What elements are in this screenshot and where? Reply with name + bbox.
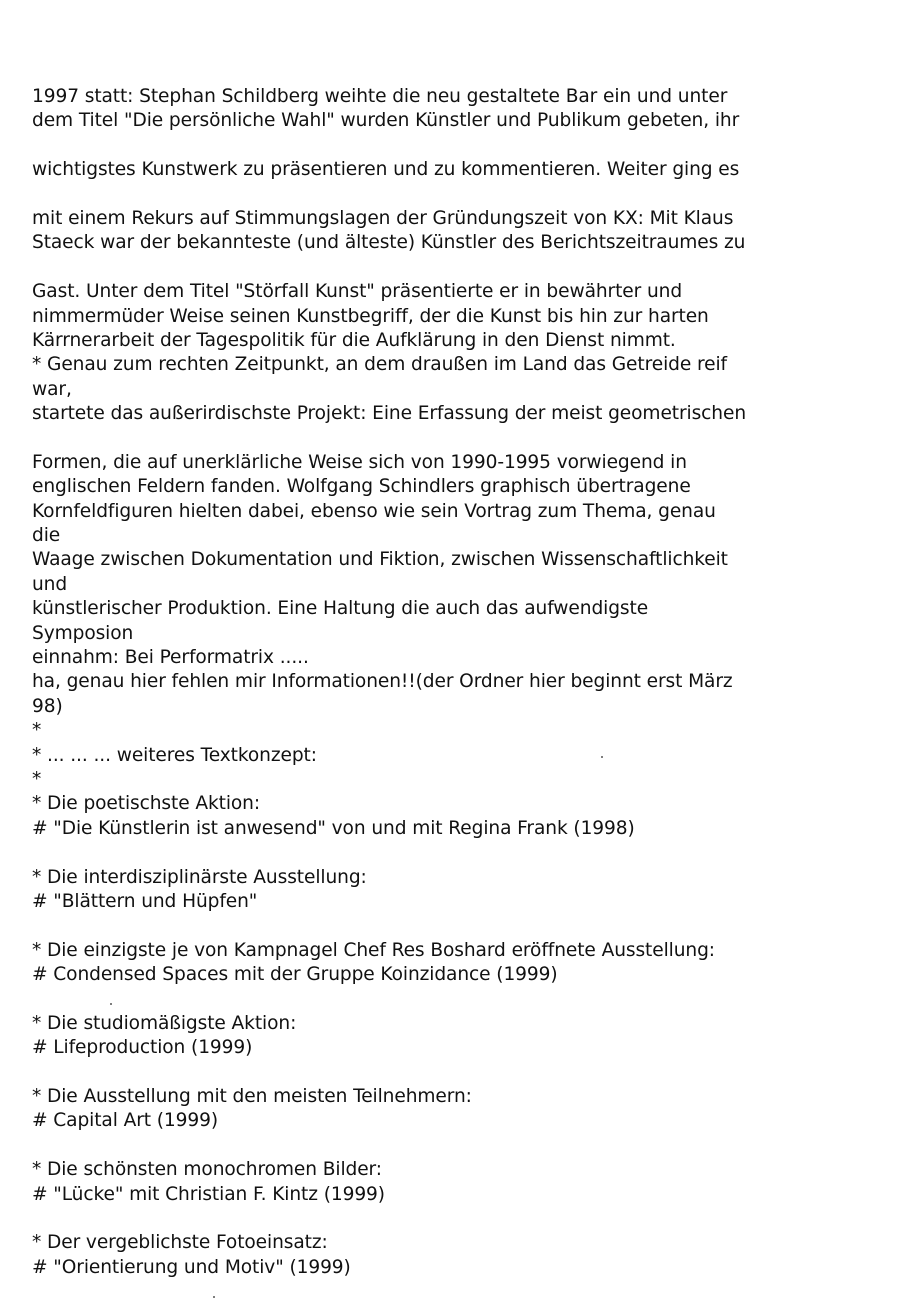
- blank-line: [32, 987, 872, 1011]
- text-line: * Die studiomäßigste Aktion:: [32, 1012, 297, 1034]
- text-line: einnahm: Bei Performatrix .....: [32, 646, 309, 668]
- text-line: und: [32, 573, 68, 595]
- text-line: 98): [32, 695, 63, 717]
- text-line: Symposion: [32, 622, 134, 644]
- blank-line: [32, 841, 872, 865]
- blank-line: [32, 1061, 872, 1085]
- text-line: * ... ... ... weiteres Textkonzept:: [32, 744, 317, 766]
- text-line: # Condensed Spaces mit der Gruppe Koinzidance (1999): [32, 964, 558, 986]
- blank-line: [32, 256, 872, 280]
- scan-speck: [110, 1003, 112, 1005]
- text-line: ha, genau hier fehlen mir Informationen!!(der Ordner hier beginnt erst März: [32, 671, 733, 693]
- text-line: # "Orientierung und Motiv" (1999): [32, 1256, 351, 1278]
- text-line: Gast. Unter dem Titel "Störfall Kunst" präsentierte er in bewährter und: [32, 281, 683, 303]
- blank-line: [32, 183, 872, 207]
- scan-speck: [213, 1296, 215, 1298]
- text-line: # "Blättern und Hüpfen": [32, 890, 258, 912]
- text-line: 1997 statt: Stephan Schildberg weihte die neu gestaltete Bar ein und unter: [32, 86, 728, 107]
- blank-line: [32, 914, 872, 938]
- text-line: # "Die Künstlerin ist anwesend" von und mit Regina Frank (1998): [32, 817, 635, 839]
- blank-line: [32, 1134, 872, 1158]
- text-line: * Die schönsten monochromen Bilder:: [32, 1159, 382, 1181]
- text-line: war,: [32, 378, 72, 400]
- text-line: *: [32, 720, 42, 742]
- text-line: Kärrnerarbeit der Tagespolitik für die Aufklärung in den Dienst nimmt.: [32, 329, 676, 351]
- text-line: *: [32, 768, 42, 790]
- text-line: # Lifeproduction (1999): [32, 1037, 253, 1059]
- text-line: nimmermüder Weise seinen Kunstbegriff, der die Kunst bis hin zur harten: [32, 305, 709, 327]
- text-line: wichtigstes Kunstwerk zu präsentieren und zu kommentieren. Weiter ging es: [32, 159, 740, 181]
- text-line: englischen Feldern fanden. Wolfgang Schindlers graphisch übertragene: [32, 476, 691, 498]
- text-line: * Die poetischste Aktion:: [32, 793, 261, 815]
- text-line: * Die einzigste je von Kampnagel Chef Res Boshard eröffnete Ausstellung:: [32, 939, 715, 961]
- document-body: [32, 85, 872, 1280]
- text-line: * Genau zum rechten Zeitpunkt, an dem draußen im Land das Getreide reif: [32, 354, 727, 376]
- text-line: # Capital Art (1999): [32, 1110, 218, 1132]
- text-line: dem Titel "Die persönliche Wahl" wurden Künstler und Publikum gebeten, ihr: [32, 110, 740, 132]
- blank-line: [32, 426, 872, 450]
- text-line: Formen, die auf unerklärliche Weise sich von 1990-1995 vorwiegend in: [32, 451, 687, 473]
- text-line: künstlerischer Produktion. Eine Haltung die auch das aufwendigste: [32, 598, 649, 620]
- text-line: mit einem Rekurs auf Stimmungslagen der Gründungszeit von KX: Mit Klaus: [32, 207, 734, 229]
- text-line: Staeck war der bekannteste (und älteste) Künstler des Berichtszeitraumes zu: [32, 232, 746, 254]
- text-line: * Die interdisziplinärste Ausstellung:: [32, 866, 367, 888]
- text-line: startete das außerirdischste Projekt: Eine Erfassung der meist geometrischen: [32, 403, 746, 425]
- text-line: die: [32, 525, 61, 547]
- blank-line: [32, 134, 872, 158]
- blank-line: [32, 1207, 872, 1231]
- text-line: # "Lücke" mit Christian F. Kintz (1999): [32, 1183, 385, 1205]
- scan-speck: [601, 756, 603, 758]
- text-line: * Die Ausstellung mit den meisten Teilnehmern:: [32, 1086, 472, 1108]
- text-line: Kornfeldfiguren hielten dabei, ebenso wie sein Vortrag zum Thema, genau: [32, 500, 716, 522]
- text-line: * Der vergeblichste Fotoeinsatz:: [32, 1232, 328, 1254]
- text-line: Waage zwischen Dokumentation und Fiktion, zwischen Wissenschaftlichkeit: [32, 549, 728, 571]
